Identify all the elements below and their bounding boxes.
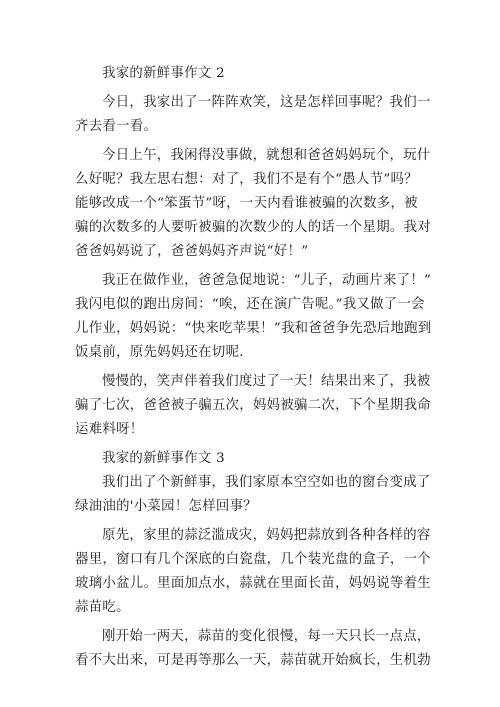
text-line: 饭桌前，原先妈妈还在切呢.	[75, 345, 244, 360]
text-line: 齐去看一看。	[75, 119, 158, 134]
text-line: 今日，我家出了一阵阵欢笑，这是怎样回事呢？我们一	[102, 95, 431, 110]
text-line: 绿油油的'小菜园！怎样回事？	[75, 499, 257, 514]
paragraph	[75, 91, 433, 139]
text-line: 原先，家里的蒜泛滥成灾，妈妈把蒜放到各种各样的容	[102, 528, 431, 543]
paragraph	[75, 524, 433, 620]
text-line: 器里，窗口有几个深底的白瓷盘，几个装光盘的盒子，一个	[75, 552, 431, 567]
text-line: 运难料呀！	[75, 422, 144, 437]
paragraph	[75, 269, 433, 365]
text-line: 刚开始一两天，蒜苗的变化很慢，每一天只长一点点，	[102, 629, 431, 644]
text-line: 骗的次数多的人要听被骗的次数少的人的话一个星期。我对	[75, 220, 431, 235]
text-line: 慢慢的，笑声伴着我们度过了一天！结果出来了，我被	[102, 374, 431, 389]
text-line: 今日上午，我闲得没事做，就想和爸爸妈妈玩个，玩什	[102, 148, 431, 163]
text-line: 我闪电似的跑出房间：“唉，还在演广告呢。”我又做了一会	[75, 297, 425, 312]
paragraph	[75, 370, 433, 442]
text-line: 我们出了个新鲜事，我们家原本空空如也的窗台变成了	[102, 475, 431, 490]
text-line: 我正在做作业，爸爸急促地说：“儿子，动画片来了！”	[102, 273, 432, 288]
text-line: 骗了七次，爸爸被子骗五次，妈妈被骗二次，下个星期我命	[75, 398, 431, 413]
text-line: 爸爸妈妈说了，爸爸妈妈齐声说“好！”	[75, 244, 309, 259]
paragraph	[75, 471, 433, 519]
paragraph	[75, 625, 433, 673]
document-body	[75, 62, 433, 673]
section-title: 我家的新鲜事作文 2	[102, 66, 225, 81]
text-line: 能够改成一个“笨蛋节”呀，一天内看谁被骗的次数多，被	[75, 196, 418, 211]
section-title: 我家的新鲜事作文 3	[102, 451, 225, 466]
paragraph	[75, 144, 433, 264]
text-line: 么好呢？我左思右想：对了，我们不是有个“愚人节”吗？	[75, 172, 418, 187]
text-line: 蒜苗吃。	[75, 600, 130, 615]
text-line: 看不大出来，可是再等那么一天，蒜苗就开始疯长，生机勃	[75, 653, 431, 668]
text-line: 玻璃小盆儿。里面加点水，蒜就在里面长苗，妈妈说等着生	[75, 576, 431, 591]
text-line: 儿作业，妈妈说：“快来吃苹果！”我和爸爸争先恐后地跑到	[75, 321, 432, 336]
